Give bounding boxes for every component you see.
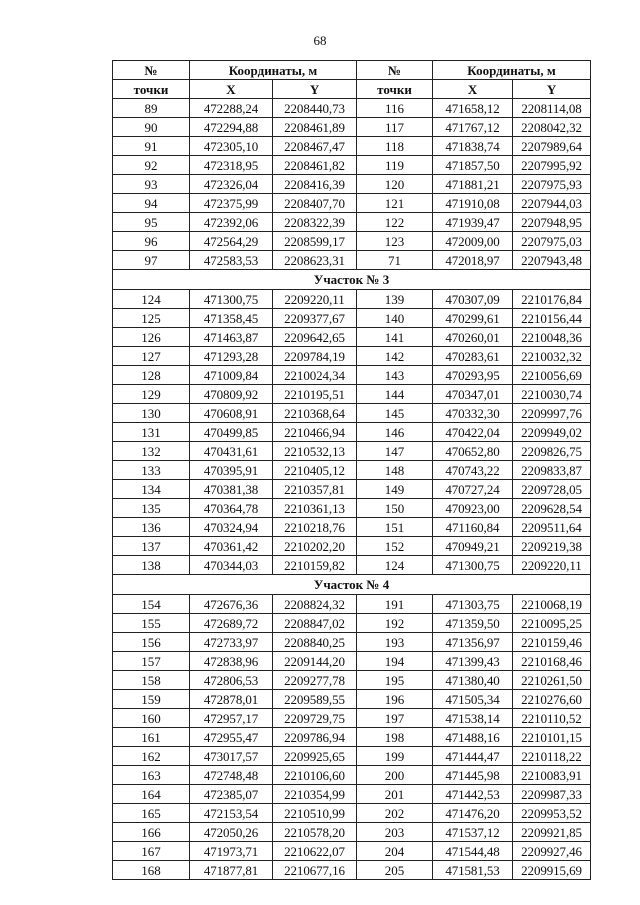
cell-y-right: 2209219,38	[513, 537, 591, 556]
cell-y-right: 2209949,02	[513, 423, 591, 442]
cell-x-left: 472294,88	[190, 118, 273, 137]
cell-y-right: 2208042,32	[513, 118, 591, 137]
table-row	[113, 347, 591, 366]
cell-y-left: 2209277,78	[273, 671, 357, 690]
cell-point-left: 161	[113, 728, 190, 747]
cell-point-right: 140	[357, 309, 433, 328]
table-row	[113, 156, 591, 175]
cell-y-left: 2210218,76	[273, 518, 357, 537]
cell-point-left: 124	[113, 290, 190, 309]
cell-point-right: 204	[357, 842, 433, 861]
cell-y-right: 2210083,91	[513, 766, 591, 785]
cell-x-right: 471544,48	[433, 842, 513, 861]
cell-point-left: 125	[113, 309, 190, 328]
cell-point-left: 129	[113, 385, 190, 404]
cell-y-left: 2208440,73	[273, 99, 357, 118]
cell-y-right: 2207989,64	[513, 137, 591, 156]
cell-x-left: 470809,92	[190, 385, 273, 404]
cell-point-right: 122	[357, 213, 433, 232]
section-header-row	[113, 270, 591, 290]
cell-point-left: 159	[113, 690, 190, 709]
table-row	[113, 385, 591, 404]
cell-point-left: 156	[113, 633, 190, 652]
cell-x-right: 471857,50	[433, 156, 513, 175]
table-row	[113, 842, 591, 861]
cell-y-right: 2210032,32	[513, 347, 591, 366]
cell-y-left: 2209729,75	[273, 709, 357, 728]
table-row	[113, 633, 591, 652]
cell-point-right: 71	[357, 251, 433, 270]
cell-point-left: 127	[113, 347, 190, 366]
cell-point-left: 136	[113, 518, 190, 537]
table-row	[113, 595, 591, 614]
cell-x-right: 471303,75	[433, 595, 513, 614]
cell-y-right: 2210068,19	[513, 595, 591, 614]
cell-y-right: 2210095,25	[513, 614, 591, 633]
table-row	[113, 213, 591, 232]
cell-x-right: 470299,61	[433, 309, 513, 328]
cell-point-right: 147	[357, 442, 433, 461]
cell-point-left: 163	[113, 766, 190, 785]
section-title: Участок № 4	[113, 575, 591, 595]
cell-x-right: 470652,80	[433, 442, 513, 461]
cell-x-left: 472385,07	[190, 785, 273, 804]
table-row	[113, 175, 591, 194]
table-row	[113, 785, 591, 804]
cell-x-right: 471537,12	[433, 823, 513, 842]
table-row	[113, 290, 591, 309]
cell-point-right: 144	[357, 385, 433, 404]
table-row	[113, 556, 591, 575]
cell-point-left: 126	[113, 328, 190, 347]
table-row	[113, 232, 591, 251]
cell-point-left: 131	[113, 423, 190, 442]
cell-y-right: 2210261,50	[513, 671, 591, 690]
table-row	[113, 328, 591, 347]
cell-point-left: 154	[113, 595, 190, 614]
cell-x-right: 471505,34	[433, 690, 513, 709]
cell-x-left: 472305,10	[190, 137, 273, 156]
cell-y-left: 2209925,65	[273, 747, 357, 766]
cell-y-right: 2210110,52	[513, 709, 591, 728]
table-row	[113, 480, 591, 499]
cell-x-left: 470364,78	[190, 499, 273, 518]
cell-y-right: 2210156,44	[513, 309, 591, 328]
cell-point-left: 128	[113, 366, 190, 385]
table-row	[113, 461, 591, 480]
cell-y-left: 2210578,20	[273, 823, 357, 842]
cell-point-right: 124	[357, 556, 433, 575]
cell-point-left: 137	[113, 537, 190, 556]
cell-point-right: 118	[357, 137, 433, 156]
cell-x-right: 471581,53	[433, 861, 513, 880]
cell-x-left: 471009,84	[190, 366, 273, 385]
header-coords-left: Координаты, м	[190, 61, 357, 80]
cell-x-right: 470949,21	[433, 537, 513, 556]
cell-x-left: 472733,97	[190, 633, 273, 652]
cell-y-left: 2208467,47	[273, 137, 357, 156]
cell-y-left: 2208461,89	[273, 118, 357, 137]
cell-x-right: 471399,43	[433, 652, 513, 671]
cell-y-left: 2208322,39	[273, 213, 357, 232]
cell-point-right: 203	[357, 823, 433, 842]
cell-y-right: 2210276,60	[513, 690, 591, 709]
table-row	[113, 728, 591, 747]
cell-y-left: 2210510,99	[273, 804, 357, 823]
cell-y-right: 2209826,75	[513, 442, 591, 461]
cell-point-right: 148	[357, 461, 433, 480]
page-number: 68	[313, 33, 327, 48]
cell-x-left: 470499,85	[190, 423, 273, 442]
cell-y-right: 2209628,54	[513, 499, 591, 518]
table-row	[113, 404, 591, 423]
table-row	[113, 423, 591, 442]
table-header	[113, 61, 591, 99]
cell-y-left: 2208623,31	[273, 251, 357, 270]
cell-point-right: 198	[357, 728, 433, 747]
cell-y-left: 2208407,70	[273, 194, 357, 213]
cell-x-left: 472838,96	[190, 652, 273, 671]
cell-x-right: 470743,22	[433, 461, 513, 480]
cell-point-left: 94	[113, 194, 190, 213]
cell-x-left: 470344,03	[190, 556, 273, 575]
cell-x-right: 470727,24	[433, 480, 513, 499]
cell-y-left: 2209377,67	[273, 309, 357, 328]
cell-x-left: 472957,17	[190, 709, 273, 728]
cell-x-right: 470260,01	[433, 328, 513, 347]
header-points-right: точки	[357, 80, 433, 99]
cell-point-right: 194	[357, 652, 433, 671]
cell-x-left: 472878,01	[190, 690, 273, 709]
cell-x-left: 470608,91	[190, 404, 273, 423]
cell-y-right: 2210056,69	[513, 366, 591, 385]
cell-y-right: 2210118,22	[513, 747, 591, 766]
table-row	[113, 499, 591, 518]
cell-point-right: 195	[357, 671, 433, 690]
cell-point-right: 197	[357, 709, 433, 728]
cell-y-right: 2210159,46	[513, 633, 591, 652]
cell-y-left: 2210361,13	[273, 499, 357, 518]
cell-y-right: 2207995,92	[513, 156, 591, 175]
cell-x-right: 471445,98	[433, 766, 513, 785]
cell-y-left: 2209786,94	[273, 728, 357, 747]
cell-point-right: 193	[357, 633, 433, 652]
cell-x-right: 471444,47	[433, 747, 513, 766]
cell-x-right: 472018,97	[433, 251, 513, 270]
cell-point-right: 191	[357, 595, 433, 614]
cell-x-left: 472806,53	[190, 671, 273, 690]
cell-x-left: 470361,42	[190, 537, 273, 556]
cell-point-left: 162	[113, 747, 190, 766]
cell-y-right: 2207975,03	[513, 232, 591, 251]
cell-point-left: 165	[113, 804, 190, 823]
cell-y-left: 2210159,82	[273, 556, 357, 575]
table-row	[113, 652, 591, 671]
cell-point-right: 142	[357, 347, 433, 366]
cell-point-left: 133	[113, 461, 190, 480]
cell-x-right: 471538,14	[433, 709, 513, 728]
table-row	[113, 823, 591, 842]
cell-x-right: 471356,97	[433, 633, 513, 652]
table-row	[113, 251, 591, 270]
cell-y-right: 2210030,74	[513, 385, 591, 404]
header-y-left: Y	[273, 80, 357, 99]
cell-x-right: 470422,04	[433, 423, 513, 442]
cell-point-left: 166	[113, 823, 190, 842]
table-row	[113, 671, 591, 690]
cell-point-right: 150	[357, 499, 433, 518]
cell-point-left: 157	[113, 652, 190, 671]
table-row	[113, 442, 591, 461]
cell-x-right: 471838,74	[433, 137, 513, 156]
header-no-left: №	[113, 61, 190, 80]
section-title: Участок № 3	[113, 270, 591, 290]
cell-x-left: 471300,75	[190, 290, 273, 309]
cell-point-right: 145	[357, 404, 433, 423]
cell-point-right: 151	[357, 518, 433, 537]
header-coords-right: Координаты, м	[433, 61, 591, 80]
cell-x-right: 470307,09	[433, 290, 513, 309]
cell-point-left: 158	[113, 671, 190, 690]
cell-y-left: 2210202,20	[273, 537, 357, 556]
cell-point-right: 123	[357, 232, 433, 251]
cell-y-left: 2208824,32	[273, 595, 357, 614]
cell-y-right: 2209953,52	[513, 804, 591, 823]
table-row	[113, 861, 591, 880]
cell-point-left: 130	[113, 404, 190, 423]
cell-point-right: 199	[357, 747, 433, 766]
cell-x-left: 471973,71	[190, 842, 273, 861]
cell-point-left: 95	[113, 213, 190, 232]
cell-y-left: 2210024,34	[273, 366, 357, 385]
header-x-right: X	[433, 80, 513, 99]
section-header-row	[113, 575, 591, 595]
cell-y-right: 2210176,84	[513, 290, 591, 309]
table-row	[113, 537, 591, 556]
cell-y-left: 2210677,16	[273, 861, 357, 880]
cell-y-left: 2210466,94	[273, 423, 357, 442]
header-points-left: точки	[113, 80, 190, 99]
table-row	[113, 804, 591, 823]
table-row	[113, 690, 591, 709]
cell-x-right: 471658,12	[433, 99, 513, 118]
cell-point-left: 96	[113, 232, 190, 251]
cell-x-right: 471160,84	[433, 518, 513, 537]
cell-y-right: 2210168,46	[513, 652, 591, 671]
cell-point-left: 97	[113, 251, 190, 270]
cell-y-right: 2209728,05	[513, 480, 591, 499]
cell-point-right: 202	[357, 804, 433, 823]
table-row	[113, 194, 591, 213]
cell-point-right: 201	[357, 785, 433, 804]
cell-point-left: 93	[113, 175, 190, 194]
cell-point-left: 91	[113, 137, 190, 156]
cell-y-right: 2209220,11	[513, 556, 591, 575]
cell-y-right: 2209997,76	[513, 404, 591, 423]
cell-y-right: 2210048,36	[513, 328, 591, 347]
cell-x-right: 472009,00	[433, 232, 513, 251]
cell-y-right: 2210101,15	[513, 728, 591, 747]
cell-x-right: 471380,40	[433, 671, 513, 690]
cell-x-left: 470395,91	[190, 461, 273, 480]
cell-y-left: 2210532,13	[273, 442, 357, 461]
cell-point-left: 92	[113, 156, 190, 175]
cell-y-right: 2209833,87	[513, 461, 591, 480]
cell-point-left: 164	[113, 785, 190, 804]
cell-y-right: 2209915,69	[513, 861, 591, 880]
cell-y-right: 2207944,03	[513, 194, 591, 213]
cell-y-left: 2210106,60	[273, 766, 357, 785]
cell-y-left: 2208416,39	[273, 175, 357, 194]
cell-point-right: 192	[357, 614, 433, 633]
cell-y-right: 2208114,08	[513, 99, 591, 118]
cell-y-right: 2209987,33	[513, 785, 591, 804]
cell-x-left: 472288,24	[190, 99, 273, 118]
cell-point-left: 132	[113, 442, 190, 461]
cell-y-left: 2209784,19	[273, 347, 357, 366]
cell-x-left: 472153,54	[190, 804, 273, 823]
cell-point-right: 139	[357, 290, 433, 309]
table-row	[113, 709, 591, 728]
cell-x-right: 471442,53	[433, 785, 513, 804]
cell-y-right: 2209511,64	[513, 518, 591, 537]
cell-x-right: 470332,30	[433, 404, 513, 423]
cell-y-left: 2209642,65	[273, 328, 357, 347]
cell-y-left: 2208847,02	[273, 614, 357, 633]
header-y-right: Y	[513, 80, 591, 99]
table-row	[113, 518, 591, 537]
cell-x-left: 472676,36	[190, 595, 273, 614]
cell-point-left: 89	[113, 99, 190, 118]
cell-x-right: 470347,01	[433, 385, 513, 404]
table-row	[113, 118, 591, 137]
cell-y-right: 2207975,93	[513, 175, 591, 194]
table-row	[113, 309, 591, 328]
cell-x-left: 472375,99	[190, 194, 273, 213]
table-row	[113, 747, 591, 766]
cell-x-right: 471767,12	[433, 118, 513, 137]
header-x-left: X	[190, 80, 273, 99]
cell-point-right: 146	[357, 423, 433, 442]
cell-point-left: 90	[113, 118, 190, 137]
cell-point-left: 167	[113, 842, 190, 861]
cell-point-right: 205	[357, 861, 433, 880]
cell-x-left: 472955,47	[190, 728, 273, 747]
table-row	[113, 99, 591, 118]
cell-point-right: 120	[357, 175, 433, 194]
cell-x-left: 472318,95	[190, 156, 273, 175]
cell-point-right: 196	[357, 690, 433, 709]
cell-point-left: 138	[113, 556, 190, 575]
cell-x-left: 471463,87	[190, 328, 273, 347]
cell-y-left: 2209589,55	[273, 690, 357, 709]
cell-y-left: 2210195,51	[273, 385, 357, 404]
cell-y-left: 2210357,81	[273, 480, 357, 499]
header-no-right: №	[357, 61, 433, 80]
cell-x-right: 471939,47	[433, 213, 513, 232]
cell-y-left: 2210405,12	[273, 461, 357, 480]
table-row	[113, 366, 591, 385]
cell-x-left: 470431,61	[190, 442, 273, 461]
cell-point-left: 160	[113, 709, 190, 728]
cell-x-left: 471293,28	[190, 347, 273, 366]
cell-x-left: 472564,29	[190, 232, 273, 251]
cell-x-left: 472689,72	[190, 614, 273, 633]
cell-y-left: 2208461,82	[273, 156, 357, 175]
cell-x-right: 471359,50	[433, 614, 513, 633]
cell-point-right: 152	[357, 537, 433, 556]
cell-y-right: 2207943,48	[513, 251, 591, 270]
cell-y-left: 2210622,07	[273, 842, 357, 861]
cell-point-right: 200	[357, 766, 433, 785]
cell-x-left: 472326,04	[190, 175, 273, 194]
cell-x-right: 471881,21	[433, 175, 513, 194]
table-row	[113, 766, 591, 785]
cell-point-right: 117	[357, 118, 433, 137]
cell-x-left: 472748,48	[190, 766, 273, 785]
cell-point-right: 121	[357, 194, 433, 213]
cell-x-right: 471476,20	[433, 804, 513, 823]
table-row	[113, 137, 591, 156]
cell-x-left: 471358,45	[190, 309, 273, 328]
cell-point-left: 155	[113, 614, 190, 633]
cell-y-right: 2209921,85	[513, 823, 591, 842]
cell-point-left: 134	[113, 480, 190, 499]
cell-x-right: 470283,61	[433, 347, 513, 366]
cell-x-left: 472050,26	[190, 823, 273, 842]
cell-x-left: 472392,06	[190, 213, 273, 232]
cell-point-right: 149	[357, 480, 433, 499]
table-row	[113, 614, 591, 633]
cell-x-right: 470293,95	[433, 366, 513, 385]
cell-y-left: 2208599,17	[273, 232, 357, 251]
cell-x-right: 471488,16	[433, 728, 513, 747]
cell-point-right: 141	[357, 328, 433, 347]
cell-y-left: 2210354,99	[273, 785, 357, 804]
cell-point-right: 119	[357, 156, 433, 175]
table-body	[113, 99, 591, 880]
cell-y-right: 2207948,95	[513, 213, 591, 232]
cell-x-right: 471300,75	[433, 556, 513, 575]
cell-y-left: 2208840,25	[273, 633, 357, 652]
cell-x-right: 471910,08	[433, 194, 513, 213]
cell-y-left: 2209144,20	[273, 652, 357, 671]
cell-x-left: 470381,38	[190, 480, 273, 499]
cell-point-left: 168	[113, 861, 190, 880]
cell-y-left: 2210368,64	[273, 404, 357, 423]
cell-point-right: 143	[357, 366, 433, 385]
cell-y-left: 2209220,11	[273, 290, 357, 309]
cell-x-right: 470923,00	[433, 499, 513, 518]
cell-point-left: 135	[113, 499, 190, 518]
coordinates-table	[112, 60, 591, 880]
cell-x-left: 472583,53	[190, 251, 273, 270]
cell-point-right: 116	[357, 99, 433, 118]
cell-y-right: 2209927,46	[513, 842, 591, 861]
cell-x-left: 471877,81	[190, 861, 273, 880]
cell-x-left: 470324,94	[190, 518, 273, 537]
cell-x-left: 473017,57	[190, 747, 273, 766]
